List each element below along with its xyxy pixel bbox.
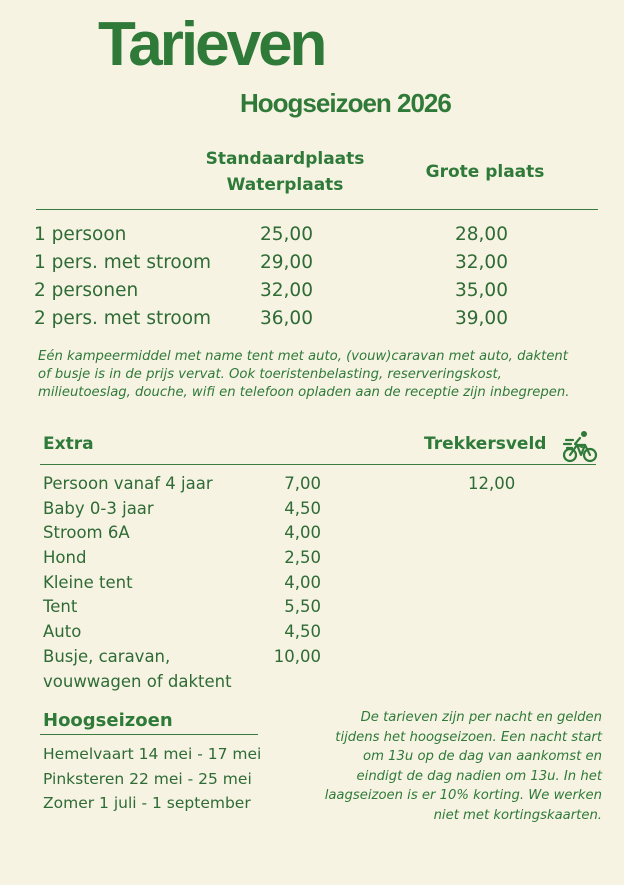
- extra-price: 5,50: [284, 597, 321, 617]
- price-table: [34, 221, 594, 333]
- footnote-line: niet met kortingskaarten.: [433, 807, 602, 823]
- season-list: [43, 742, 283, 816]
- price-row: [34, 305, 594, 333]
- price-large: 28,00: [455, 224, 508, 245]
- footnote-line: eindigt de dag nadien om 13u. In het: [356, 768, 602, 784]
- extra-divider: [40, 464, 596, 465]
- extra-price: 4,00: [284, 523, 321, 543]
- season-divider: [40, 734, 258, 735]
- note-line: Eén kampeermiddel met name tent met auto, (vouw)caravan met auto, daktent: [38, 349, 568, 364]
- price-label: 1 persoon: [34, 224, 127, 245]
- extra-list: [43, 472, 343, 694]
- price-label: 2 personen: [34, 280, 139, 301]
- price-standard: 36,00: [260, 308, 313, 329]
- column-header-large: Grote plaats: [425, 162, 545, 182]
- extra-label: Tent: [43, 597, 78, 617]
- extra-price: 4,50: [284, 622, 321, 642]
- cyclist-icon: [562, 428, 598, 464]
- extra-label: Hond: [43, 548, 87, 568]
- price-standard: 25,00: [260, 224, 313, 245]
- footnote-line: om 13u op de dag van aankomst en: [363, 749, 602, 765]
- column-header-standard: [190, 146, 380, 198]
- extra-label: Kleine tent: [43, 572, 133, 592]
- season-period: Hemelvaart 14 mei - 17 mei: [43, 745, 262, 763]
- rates-footnote: [300, 708, 602, 826]
- extra-label: Busje, caravan,: [43, 646, 171, 666]
- note-line: of busje is in de prijs vervat. Ook toeristenbelasting, reserveringskost,: [38, 367, 502, 382]
- footnote-line: laagseizoen is er 10% korting. We werken: [324, 788, 602, 804]
- price-standard: 32,00: [260, 280, 313, 301]
- list-item: [43, 546, 343, 571]
- season-period: Zomer 1 juli - 1 september: [43, 794, 251, 812]
- page-title: Tarieven: [98, 10, 325, 79]
- note-line: milieutoeslag, douche, wifi en telefoon opladen aan de receptie zijn inbegrepen.: [38, 385, 570, 400]
- extra-label: vouwwagen of daktent: [43, 671, 232, 691]
- price-row: [34, 221, 594, 249]
- price-large: 35,00: [455, 280, 508, 301]
- price-label: 2 pers. met stroom: [34, 308, 212, 329]
- price-large: 39,00: [455, 308, 508, 329]
- column-header-standard-line2: Waterplaats: [226, 175, 344, 195]
- price-row: [34, 249, 594, 277]
- extra-price: 4,50: [284, 498, 321, 518]
- price-label: 1 pers. met stroom: [34, 252, 212, 273]
- extra-heading: Extra: [43, 434, 94, 454]
- season-heading: Hoogseizoen: [43, 710, 173, 731]
- extra-label: Auto: [43, 622, 82, 642]
- extra-label: Persoon vanaf 4 jaar: [43, 474, 213, 493]
- price-standard: 29,00: [260, 252, 313, 273]
- list-item: [43, 620, 343, 645]
- extra-price: 4,00: [284, 572, 321, 592]
- extra-price: 7,00: [284, 474, 321, 493]
- extra-label: Baby 0-3 jaar: [43, 498, 154, 518]
- extra-price: 10,00: [273, 646, 321, 666]
- column-header-standard-line1: Standaardplaats: [205, 149, 365, 169]
- extra-price: 2,50: [284, 548, 321, 568]
- header-divider: [36, 209, 598, 210]
- trekkers-heading: Trekkersveld: [424, 434, 547, 454]
- footnote-line: tijdens het hoogseizoen. Een nacht start: [335, 729, 602, 745]
- trekkers-price: 12,00: [468, 474, 516, 493]
- price-row: [34, 277, 594, 305]
- list-item: [43, 497, 343, 522]
- list-item: [43, 670, 343, 695]
- extra-label: Stroom 6A: [43, 523, 130, 543]
- inclusion-note: [38, 348, 608, 402]
- page-subtitle: Hoogseizoen 2026: [240, 88, 451, 118]
- list-item: [43, 472, 343, 497]
- list-item: [43, 521, 343, 546]
- footnote-line: De tarieven zijn per nacht en gelden: [360, 710, 602, 725]
- season-period: Pinksteren 22 mei - 25 mei: [43, 769, 252, 788]
- list-item: [43, 645, 343, 670]
- price-large: 32,00: [455, 252, 508, 273]
- list-item: [43, 595, 343, 620]
- list-item: [43, 571, 343, 596]
